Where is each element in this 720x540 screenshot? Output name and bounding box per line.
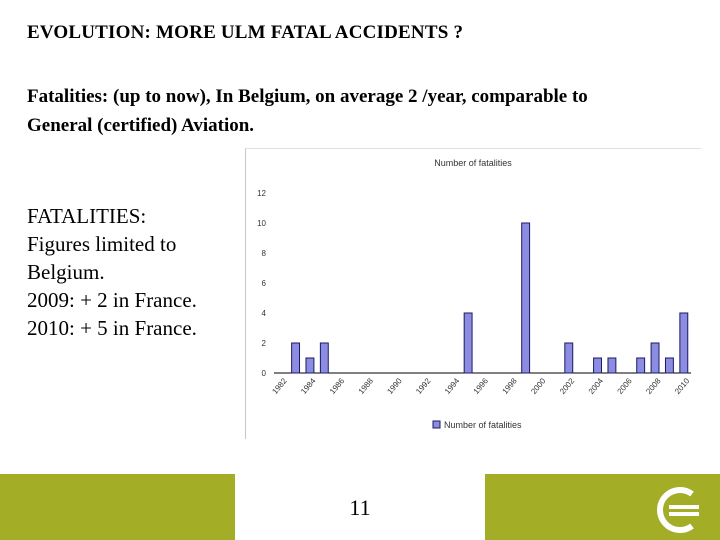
bar-2009 xyxy=(665,358,673,373)
bar-2004 xyxy=(594,358,602,373)
side-note-line: 2009: + 2 in France. xyxy=(27,288,197,312)
bar-2002 xyxy=(565,343,573,373)
x-tick-label: 1988 xyxy=(356,376,375,396)
x-tick-label: 1994 xyxy=(442,376,462,396)
y-tick-label: 8 xyxy=(261,249,266,258)
chart-canvas xyxy=(246,149,701,439)
slide-title: EVOLUTION: MORE ULM FATAL ACCIDENTS ? xyxy=(27,22,464,43)
y-tick-label: 4 xyxy=(261,309,266,318)
bar-2005 xyxy=(608,358,616,373)
x-tick-label: 2006 xyxy=(615,376,634,396)
fatalities-chart xyxy=(245,148,701,439)
x-tick-label: 1992 xyxy=(414,376,433,396)
side-note-line: FATALITIES: xyxy=(27,204,147,228)
x-tick-label: 1998 xyxy=(500,376,519,396)
x-tick-label: 2010 xyxy=(673,376,692,396)
bar-1999 xyxy=(522,223,530,373)
x-tick-label: 1984 xyxy=(299,376,318,396)
bar-1983 xyxy=(292,343,300,373)
y-tick-label: 2 xyxy=(261,339,266,348)
side-note-line: 2010: + 5 in France. xyxy=(27,316,197,340)
x-tick-label: 1990 xyxy=(385,376,404,396)
x-tick-label: 2000 xyxy=(529,376,548,396)
bar-2010 xyxy=(680,313,688,373)
side-note-line: Figures limited to xyxy=(27,232,177,256)
legend-label: Number of fatalities xyxy=(444,420,522,430)
x-tick-label: 2008 xyxy=(644,376,663,396)
bar-1985 xyxy=(320,343,328,373)
legend-swatch xyxy=(433,421,440,428)
bar-1995 xyxy=(464,313,472,373)
organization-logo-icon xyxy=(656,486,706,534)
side-note-line: Belgium. xyxy=(27,260,105,284)
y-tick-label: 12 xyxy=(257,189,266,198)
x-tick-label: 2004 xyxy=(586,376,606,396)
bar-2008 xyxy=(651,343,659,373)
x-tick-label: 1982 xyxy=(270,376,289,396)
x-tick-label: 1986 xyxy=(327,376,347,396)
slide-subtitle: Fatalities: (up to now), In Belgium, on average 2 /year, comparable to General (certified) Aviation. xyxy=(27,86,588,136)
page-number: 11 xyxy=(349,495,371,520)
y-tick-label: 6 xyxy=(261,279,266,288)
y-tick-label: 0 xyxy=(261,369,266,378)
bar-1984 xyxy=(306,358,314,373)
chart-title: Number of fatalities xyxy=(434,158,512,168)
x-tick-label: 1996 xyxy=(471,376,491,396)
x-tick-label: 2002 xyxy=(557,376,577,396)
y-tick-label: 10 xyxy=(257,219,266,228)
side-notes xyxy=(27,202,197,342)
bar-2007 xyxy=(637,358,645,373)
